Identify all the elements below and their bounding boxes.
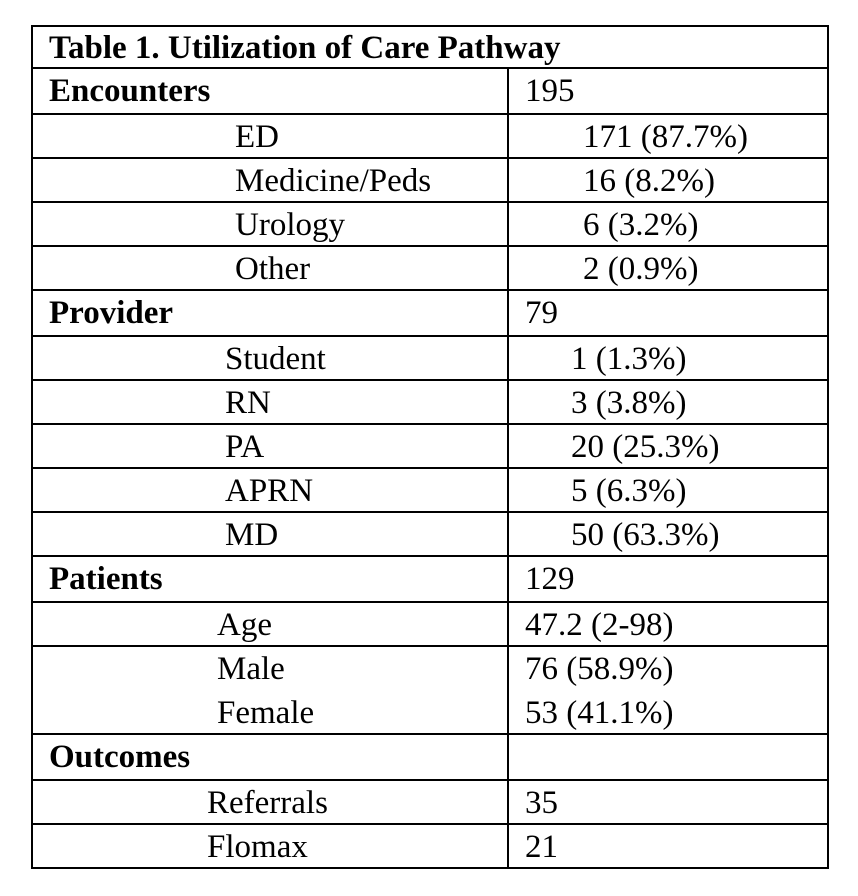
row-value: 20 (25.3%) — [507, 425, 827, 467]
row-label: Medicine/Peds — [235, 163, 432, 199]
section-total: 195 — [507, 69, 827, 113]
section-header-row — [33, 69, 827, 115]
row-label: Other — [235, 251, 311, 287]
table-row — [33, 203, 827, 247]
section-header-row — [33, 557, 827, 603]
table-row — [33, 247, 827, 291]
table-row — [33, 603, 827, 647]
row-value: 76 (58.9%) — [507, 647, 827, 691]
row-label: Age — [217, 607, 272, 643]
table-row — [33, 691, 827, 735]
row-label: Female — [217, 695, 315, 731]
row-value: 171 (87.7%) — [507, 115, 827, 157]
table-row — [33, 825, 827, 867]
row-value: 47.2 (2-98) — [507, 603, 827, 645]
table-row — [33, 425, 827, 469]
row-label: Male — [217, 651, 285, 687]
table-row — [33, 337, 827, 381]
table-row — [33, 469, 827, 513]
row-value: 6 (3.2%) — [507, 203, 827, 245]
row-value: 35 — [507, 781, 827, 823]
table-title-row — [33, 27, 827, 69]
table-row — [33, 381, 827, 425]
section-header-row — [33, 735, 827, 781]
table-row — [33, 513, 827, 557]
row-label: Student — [225, 341, 326, 377]
section-label: Provider — [49, 295, 174, 331]
row-value: 16 (8.2%) — [507, 159, 827, 201]
row-label: APRN — [225, 473, 314, 509]
section-header-row — [33, 291, 827, 337]
row-value: 53 (41.1%) — [507, 691, 827, 733]
row-value: 1 (1.3%) — [507, 337, 827, 379]
row-label: PA — [225, 429, 265, 465]
section-total — [507, 735, 827, 779]
table-row — [33, 115, 827, 159]
section-label: Encounters — [49, 73, 211, 109]
section-label: Patients — [49, 561, 163, 597]
row-label: Flomax — [207, 829, 308, 865]
section-label: Outcomes — [49, 739, 191, 775]
section-total: 79 — [507, 291, 827, 335]
row-value: 50 (63.3%) — [507, 513, 827, 555]
table-row — [33, 781, 827, 825]
row-label: Referrals — [207, 785, 328, 821]
row-value: 2 (0.9%) — [507, 247, 827, 289]
table-row — [33, 159, 827, 203]
row-value: 21 — [507, 825, 827, 867]
table-row — [33, 647, 827, 691]
row-label: Urology — [235, 207, 345, 243]
utilization-table — [31, 25, 829, 869]
row-label: RN — [225, 385, 271, 421]
row-value: 5 (6.3%) — [507, 469, 827, 511]
row-label: MD — [225, 517, 279, 553]
row-value: 3 (3.8%) — [507, 381, 827, 423]
table-title: Table 1. Utilization of Care Pathway — [49, 30, 561, 66]
section-total: 129 — [507, 557, 827, 601]
row-label: ED — [235, 119, 279, 155]
